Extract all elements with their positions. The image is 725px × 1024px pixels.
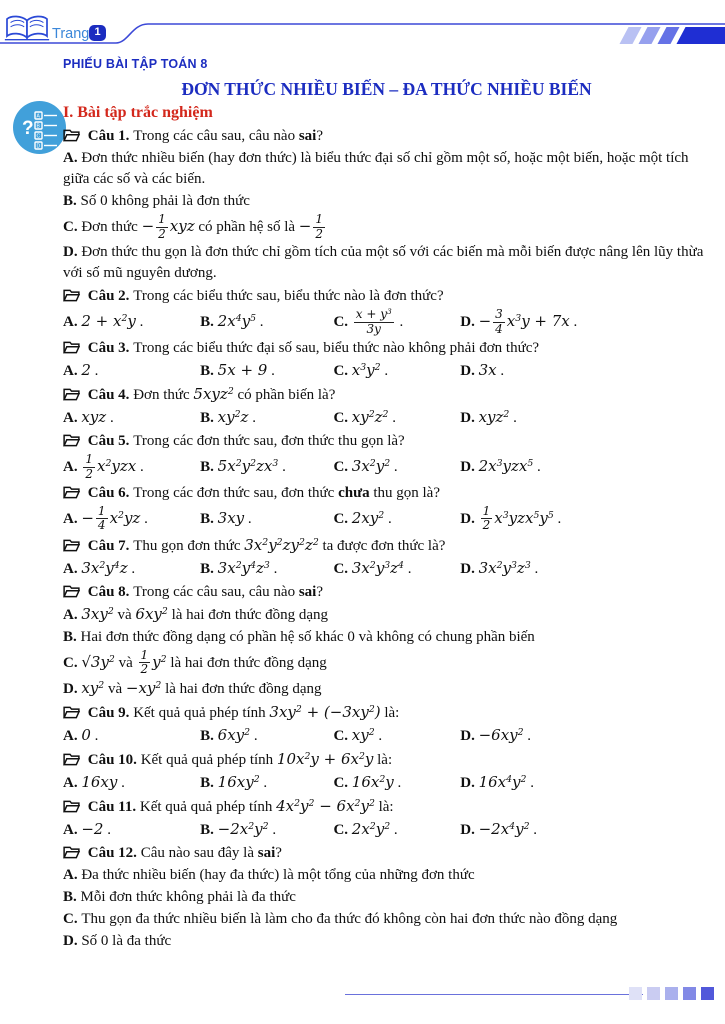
option-d (460, 456, 710, 478)
question-1 (63, 126, 710, 284)
question-options (63, 505, 710, 533)
option-value: 5x + 9 . (217, 361, 275, 380)
question-6 (63, 483, 710, 533)
option-value: $2x^3yzx^5$ . (478, 457, 541, 476)
question-8 (63, 582, 710, 700)
option-key: A. (63, 727, 82, 744)
option-c (63, 909, 710, 930)
option-c (333, 360, 460, 382)
question-label: Câu 1. (87, 128, 134, 145)
option-value: $-2x^4y^2$ . (478, 819, 537, 838)
question-head (63, 796, 710, 818)
question-options (63, 819, 710, 841)
question-label: Câu 12. (87, 844, 141, 861)
question-4 (63, 384, 710, 429)
option-value: $\frac{x + y^3}{3y}$ . (355, 307, 404, 336)
option-key: B. (200, 774, 218, 791)
question-options (63, 865, 710, 952)
folder-icon (63, 288, 88, 304)
option-value: $3x^2y^4z^3$ . (217, 558, 278, 577)
option-d (460, 725, 710, 747)
option-b (63, 887, 710, 908)
option-a (63, 604, 710, 626)
folder-icon (63, 485, 88, 501)
question-options (63, 308, 710, 336)
option-key: C. (333, 410, 352, 427)
option-key: A. (63, 459, 82, 476)
option-b (200, 508, 333, 530)
question-label: Câu 6. (87, 485, 134, 502)
option-key: D. (460, 459, 479, 476)
question-label: Câu 11. (87, 798, 140, 815)
option-value: Hai đơn thức đồng dạng có phần hệ số khác 0 và không có chung phần biến (80, 628, 535, 645)
option-a (63, 772, 200, 794)
option-value: $xy^2$ . (351, 725, 383, 744)
question-label: Câu 7. (87, 537, 134, 554)
svg-text:B: B (36, 123, 40, 130)
option-value: $x^3y^2$ . (351, 361, 389, 380)
question-options (63, 148, 710, 284)
option-key: B. (200, 410, 218, 427)
option-value: $3xy^2$ và $6xy^2$ là hai đơn thức đồng dạng (81, 604, 329, 623)
question-options (63, 407, 710, 429)
option-value: $xy^2$ và $-xy^2$ là hai đơn thức đồng dạng (81, 678, 322, 697)
question-head (63, 126, 710, 147)
question-options (63, 604, 710, 700)
option-value: $3x^2y^3z^4$ . (351, 558, 412, 577)
page-label: Trang (52, 26, 90, 42)
option-value: $16xy^2$ . (217, 772, 268, 791)
option-a (63, 865, 710, 886)
option-key: D. (63, 932, 82, 949)
option-a (63, 725, 200, 747)
option-key: C. (63, 910, 82, 927)
question-label: Câu 5. (87, 433, 134, 450)
option-key: D. (460, 314, 479, 331)
option-key: A. (63, 606, 82, 623)
option-key: C. (333, 314, 352, 331)
folder-icon (63, 845, 88, 861)
option-value: Đa thức nhiều biến (hay đa thức) là một tổng của những đơn thức (81, 866, 475, 883)
option-key: D. (63, 244, 82, 261)
question-11 (63, 796, 710, 841)
option-value: $xy^2z^2$ . (351, 408, 396, 427)
page-title: ĐƠN THỨC NHIỀU BIẾN – ĐA THỨC NHIỀU BIẾN (181, 78, 592, 99)
option-value: Số 0 là đa thức (81, 932, 172, 949)
option-a (63, 311, 200, 333)
folder-icon (63, 799, 88, 815)
option-value: − $\frac{3}{4}$ $x^3y + 7x$ . (478, 307, 578, 336)
option-value: $xy^2z$ . (217, 408, 256, 427)
question-5 (63, 431, 710, 481)
option-b (200, 772, 333, 794)
option-value: $3x^2y^3z^3$ . (478, 558, 539, 577)
option-key: B. (63, 193, 81, 210)
question-text: Kết quả quả phép tính $10x^2y + 6x^2y$ là: (140, 749, 393, 768)
option-key: B. (200, 727, 218, 744)
option-key: D. (460, 821, 479, 838)
option-a (63, 407, 200, 429)
footer-square (701, 987, 714, 1000)
option-key: C. (333, 363, 352, 380)
option-value: xyz . (81, 408, 114, 427)
option-value: $\frac{1}{2}$ $x^3yzx^5y^5$ . (482, 504, 562, 533)
option-key: A. (63, 510, 82, 527)
option-key: A. (63, 821, 82, 838)
footer-rule (345, 994, 643, 995)
option-d (460, 558, 710, 580)
option-key: A. (63, 314, 82, 331)
question-9 (63, 702, 710, 747)
question-text: Trong các biểu thức sau, biểu thức nào là đơn thức? (133, 288, 444, 305)
option-key: D. (460, 774, 479, 791)
option-key: A. (63, 774, 82, 791)
questions (63, 126, 710, 951)
svg-text:D: D (36, 143, 41, 150)
worksheet-subtitle: PHIẾU BÀI TẬP TOÁN 8 (63, 57, 208, 71)
question-options (63, 453, 710, 481)
option-key: A. (63, 363, 82, 380)
question-head (63, 702, 710, 724)
question-10 (63, 749, 710, 794)
question-label: Câu 10. (87, 751, 141, 768)
option-a (63, 453, 200, 481)
option-key: A. (63, 150, 82, 167)
option-value: 0 . (81, 725, 99, 744)
question-label: Câu 4. (87, 387, 134, 404)
question-text: Trong các câu sau, câu nào sai? (133, 128, 324, 145)
footer-square (629, 987, 642, 1000)
question-head (63, 431, 710, 452)
option-value: $\frac{1}{2}$ $x^2yzx$ . (85, 452, 144, 481)
question-head (63, 483, 710, 504)
option-value: 3xy . (217, 508, 252, 527)
option-key: B. (200, 510, 218, 527)
option-key: B. (200, 560, 218, 577)
question-head (63, 384, 710, 406)
option-a (63, 148, 710, 190)
option-key: C. (63, 219, 82, 236)
question-head (63, 843, 710, 864)
option-value: $2xy^2$ . (351, 508, 392, 527)
option-c (333, 456, 460, 478)
option-value: $5x^2y^2zx^3$ . (217, 457, 286, 476)
option-value: − $\frac{1}{4}$ $x^2yz$ . (81, 504, 148, 533)
option-c (333, 772, 460, 794)
option-d (460, 407, 710, 429)
svg-text:?: ? (22, 118, 34, 139)
question-text: Trong các câu sau, câu nào sai? (133, 583, 324, 600)
option-value: $-6xy^2$ . (478, 725, 532, 744)
option-b (200, 558, 333, 580)
option-key: A. (63, 866, 82, 883)
option-key: B. (200, 459, 218, 476)
option-d (63, 242, 710, 284)
option-value: $-2x^2y^2$ . (217, 819, 277, 838)
option-key: D. (460, 410, 479, 427)
question-2 (63, 286, 710, 336)
option-d (63, 678, 710, 700)
option-value: $√3y^2$ và $\frac{1}{2}$ $y^2$ là hai đơn thức đồng dạng (81, 647, 327, 677)
option-key: B. (200, 821, 218, 838)
question-label: Câu 8. (87, 583, 134, 600)
option-d (63, 931, 710, 952)
option-value: $3x^2y^2$ . (351, 457, 398, 476)
svg-text:C: C (36, 133, 41, 140)
option-a (63, 819, 200, 841)
option-key: C. (63, 654, 82, 671)
option-key: B. (200, 314, 218, 331)
option-key: D. (460, 727, 479, 744)
option-d (460, 772, 710, 794)
option-value: 3x . (478, 361, 505, 380)
question-12 (63, 843, 710, 952)
folder-icon (63, 433, 88, 449)
option-c (333, 558, 460, 580)
option-b (200, 819, 333, 841)
option-key: C. (333, 510, 352, 527)
option-d (460, 505, 710, 533)
option-value: Thu gọn đa thức nhiều biến là làm cho đa thức đó không còn hai đơn thức nào đồng dạng (81, 910, 618, 927)
option-value: $6xy^2$ . (217, 725, 258, 744)
option-key: C. (333, 727, 352, 744)
option-c (333, 508, 460, 530)
option-d (460, 308, 710, 336)
option-d (460, 819, 710, 841)
folder-icon (63, 584, 88, 600)
question-head (63, 582, 710, 603)
option-key: C. (333, 459, 352, 476)
question-options (63, 360, 710, 382)
svg-text:A: A (36, 113, 40, 120)
option-value: 16xy . (81, 772, 125, 791)
option-a (63, 505, 200, 533)
question-head (63, 286, 710, 307)
option-value: Mỗi đơn thức không phải là đa thức (80, 888, 296, 905)
question-options (63, 558, 710, 580)
option-key: C. (333, 774, 352, 791)
option-c (333, 819, 460, 841)
option-value: −2 . (81, 819, 111, 838)
option-key: D. (460, 363, 479, 380)
question-head (63, 338, 710, 359)
question-text: Đơn thức 5xyz$^2$ có phần biến là? (133, 385, 336, 404)
folder-icon (63, 705, 88, 721)
folder-icon (63, 128, 88, 144)
option-value: $2x^2y^2$ . (351, 819, 398, 838)
option-a (63, 360, 200, 382)
option-key: A. (63, 410, 82, 427)
question-head (63, 749, 710, 771)
folder-icon (63, 538, 88, 554)
option-c (63, 213, 710, 241)
question-label: Câu 2. (87, 288, 134, 305)
option-value: $16x^2y$ . (351, 772, 402, 791)
question-head (63, 535, 710, 557)
option-value: Số 0 không phải là đơn thức (80, 193, 250, 210)
question-options (63, 772, 710, 794)
page-number-badge: 1 (89, 25, 106, 41)
option-key: B. (63, 628, 81, 645)
option-value: Đơn thức nhiều biến (hay đơn thức) là biểu thức đại số chỉ gồm một số, hoặc một biến, hoặc một tích giữa các số và các biến. (63, 150, 689, 188)
question-text: Trong các đơn thức sau, đơn thức chưa thu gọn là? (133, 485, 440, 502)
option-b (200, 407, 333, 429)
option-key: C. (333, 821, 352, 838)
option-b (63, 627, 710, 648)
question-text: Kết quả quả phép tính $3xy^2 + (-3xy^2)$ là: (133, 702, 400, 721)
option-key: D. (63, 680, 82, 697)
option-key: D. (460, 510, 479, 527)
option-value: Đơn thức thu gọn là đơn thức chỉ gồm tích của một số với các biến mà mỗi biến được nâng lên lũy thừa với số mũ nguyên dương. (63, 244, 704, 282)
question-label: Câu 9. (87, 704, 134, 721)
option-a (63, 558, 200, 580)
option-value: Đơn thức − $\frac{1}{2}$ xyz có phần hệ số là − $\frac{1}{2}$ (81, 212, 323, 241)
question-7 (63, 535, 710, 580)
option-key: B. (63, 888, 81, 905)
question-options (63, 725, 710, 747)
question-text: Trong các đơn thức sau, đơn thức thu gọn là? (133, 433, 405, 450)
question-text: Trong các biểu thức đại số sau, biểu thức nào không phải đơn thức? (133, 340, 540, 357)
footer-square (647, 987, 660, 1000)
question-text: Kết quả quả phép tính $4x^2y^2 - 6x^2y^2$ là: (139, 796, 394, 815)
footer-square (683, 987, 696, 1000)
question-text: Thu gọn đơn thức $3x^2y^2zy^2z^2$ ta được đơn thức là? (133, 535, 446, 554)
folder-icon (63, 340, 88, 356)
question-3 (63, 338, 710, 382)
folder-icon (63, 752, 88, 768)
option-key: B. (200, 363, 218, 380)
option-c (333, 407, 460, 429)
option-value: 2 . (81, 361, 99, 380)
option-b (63, 191, 710, 212)
option-key: A. (63, 560, 82, 577)
folder-icon (63, 387, 88, 403)
option-value: $3x^2y^4z$ . (81, 558, 136, 577)
option-b (200, 360, 333, 382)
option-d (460, 360, 710, 382)
option-b (200, 456, 333, 478)
option-b (200, 725, 333, 747)
question-text: Câu nào sau đây là sai? (140, 844, 282, 861)
page-footer (0, 986, 725, 1004)
option-c (333, 308, 460, 336)
option-value: $2 + x^2y$ . (81, 312, 144, 331)
option-value: $16x^4y^2$ . (478, 772, 534, 791)
footer-square (665, 987, 678, 1000)
question-label: Câu 3. (87, 340, 134, 357)
option-value: xyz$^2$ . (478, 408, 517, 427)
option-b (200, 311, 333, 333)
option-key: C. (333, 560, 352, 577)
footer-squares (629, 987, 714, 1000)
option-c (63, 649, 710, 677)
option-c (333, 725, 460, 747)
option-value: $2x^4y^5$ . (217, 312, 264, 331)
section-heading: I. Bài tập trắc nghiệm (63, 104, 213, 121)
option-key: D. (460, 560, 479, 577)
